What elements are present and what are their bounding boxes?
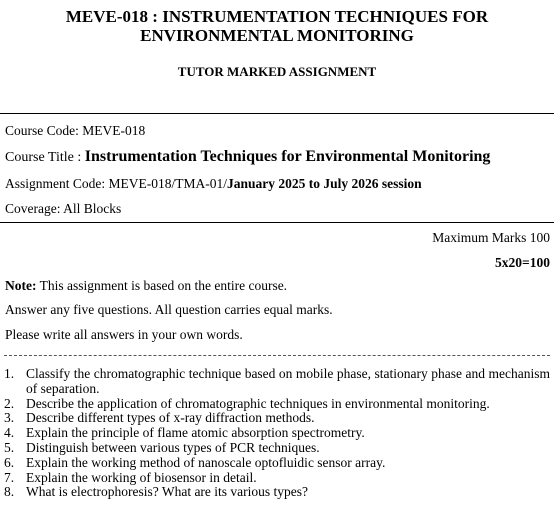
course-code-label: Course Code: [5, 123, 76, 138]
document-title: [0, 7, 554, 45]
course-code-value: : MEVE-018: [75, 123, 146, 138]
question-text: What is electrophoresis? What are its various types?: [26, 484, 309, 500]
question-number: 7.: [4, 469, 15, 485]
course-title: [5, 149, 490, 166]
question-item: [4, 456, 550, 471]
note-line: [5, 278, 287, 294]
divider-top: [0, 113, 554, 114]
question-number: 8.: [4, 484, 15, 500]
question-item: [4, 367, 550, 397]
note-text: This assignment is based on the entire course.: [36, 278, 288, 293]
question-number: 4.: [4, 425, 15, 441]
instruction-own-words: Please write all answers in your own words.: [5, 327, 243, 342]
marks-scheme: 5x20=100: [495, 255, 550, 270]
assignment-code: [5, 176, 422, 192]
title-line-2: ENVIRONMENTAL MONITORING: [140, 26, 414, 45]
question-item: [4, 471, 550, 486]
question-text: Explain the working of biosensor in detail.: [26, 469, 257, 485]
question-item: [4, 441, 550, 456]
question-number: 6.: [4, 454, 15, 470]
question-number: 3.: [4, 410, 15, 426]
instruction-answer-five: Answer any five questions. All question carries equal marks.: [5, 302, 333, 317]
question-number: 1.: [4, 366, 15, 381]
question-text: Explain the principle of flame atomic absorption spectrometry.: [26, 425, 365, 441]
question-item: [4, 411, 550, 426]
question-text: Distinguish between various types of PCR techniques.: [26, 439, 320, 455]
maximum-marks: Maximum Marks 100: [432, 230, 550, 245]
question-list: [4, 367, 550, 500]
question-text: Explain the working method of nanoscale optofluidic sensor array.: [26, 454, 386, 470]
question-item: [4, 426, 550, 441]
course-code: [5, 123, 145, 139]
course-title-label: Course Title :: [5, 150, 82, 165]
assignment-code-prefix: Assignment Code: MEVE-018/TMA-01/: [5, 176, 227, 191]
title-line-1: MEVE-018 : INSTRUMENTATION TECHNIQUES FOR: [65, 7, 489, 26]
document-subtitle: TUTOR MARKED ASSIGNMENT: [177, 64, 377, 79]
question-number: 5.: [4, 439, 15, 455]
coverage: Coverage: All Blocks: [5, 201, 122, 216]
question-item: [4, 397, 550, 412]
divider-dashed: [4, 355, 550, 356]
note-label: Note:: [5, 278, 37, 293]
question-item: [4, 485, 550, 500]
question-text: Describe the application of chromatographic techniques in environmental monitoring.: [26, 395, 490, 411]
question-text: Classify the chromatographic technique based on mobile phase, stationary phase and mechanism of separation.: [26, 366, 550, 396]
question-number: 2.: [4, 395, 15, 411]
course-title-value: Instrumentation Techniques for Environmental Monitoring: [84, 148, 491, 165]
question-text: Describe different types of x-ray diffraction methods.: [26, 410, 315, 426]
assignment-session: January 2025 to July 2026 session: [227, 176, 422, 191]
divider-middle: [0, 222, 554, 223]
